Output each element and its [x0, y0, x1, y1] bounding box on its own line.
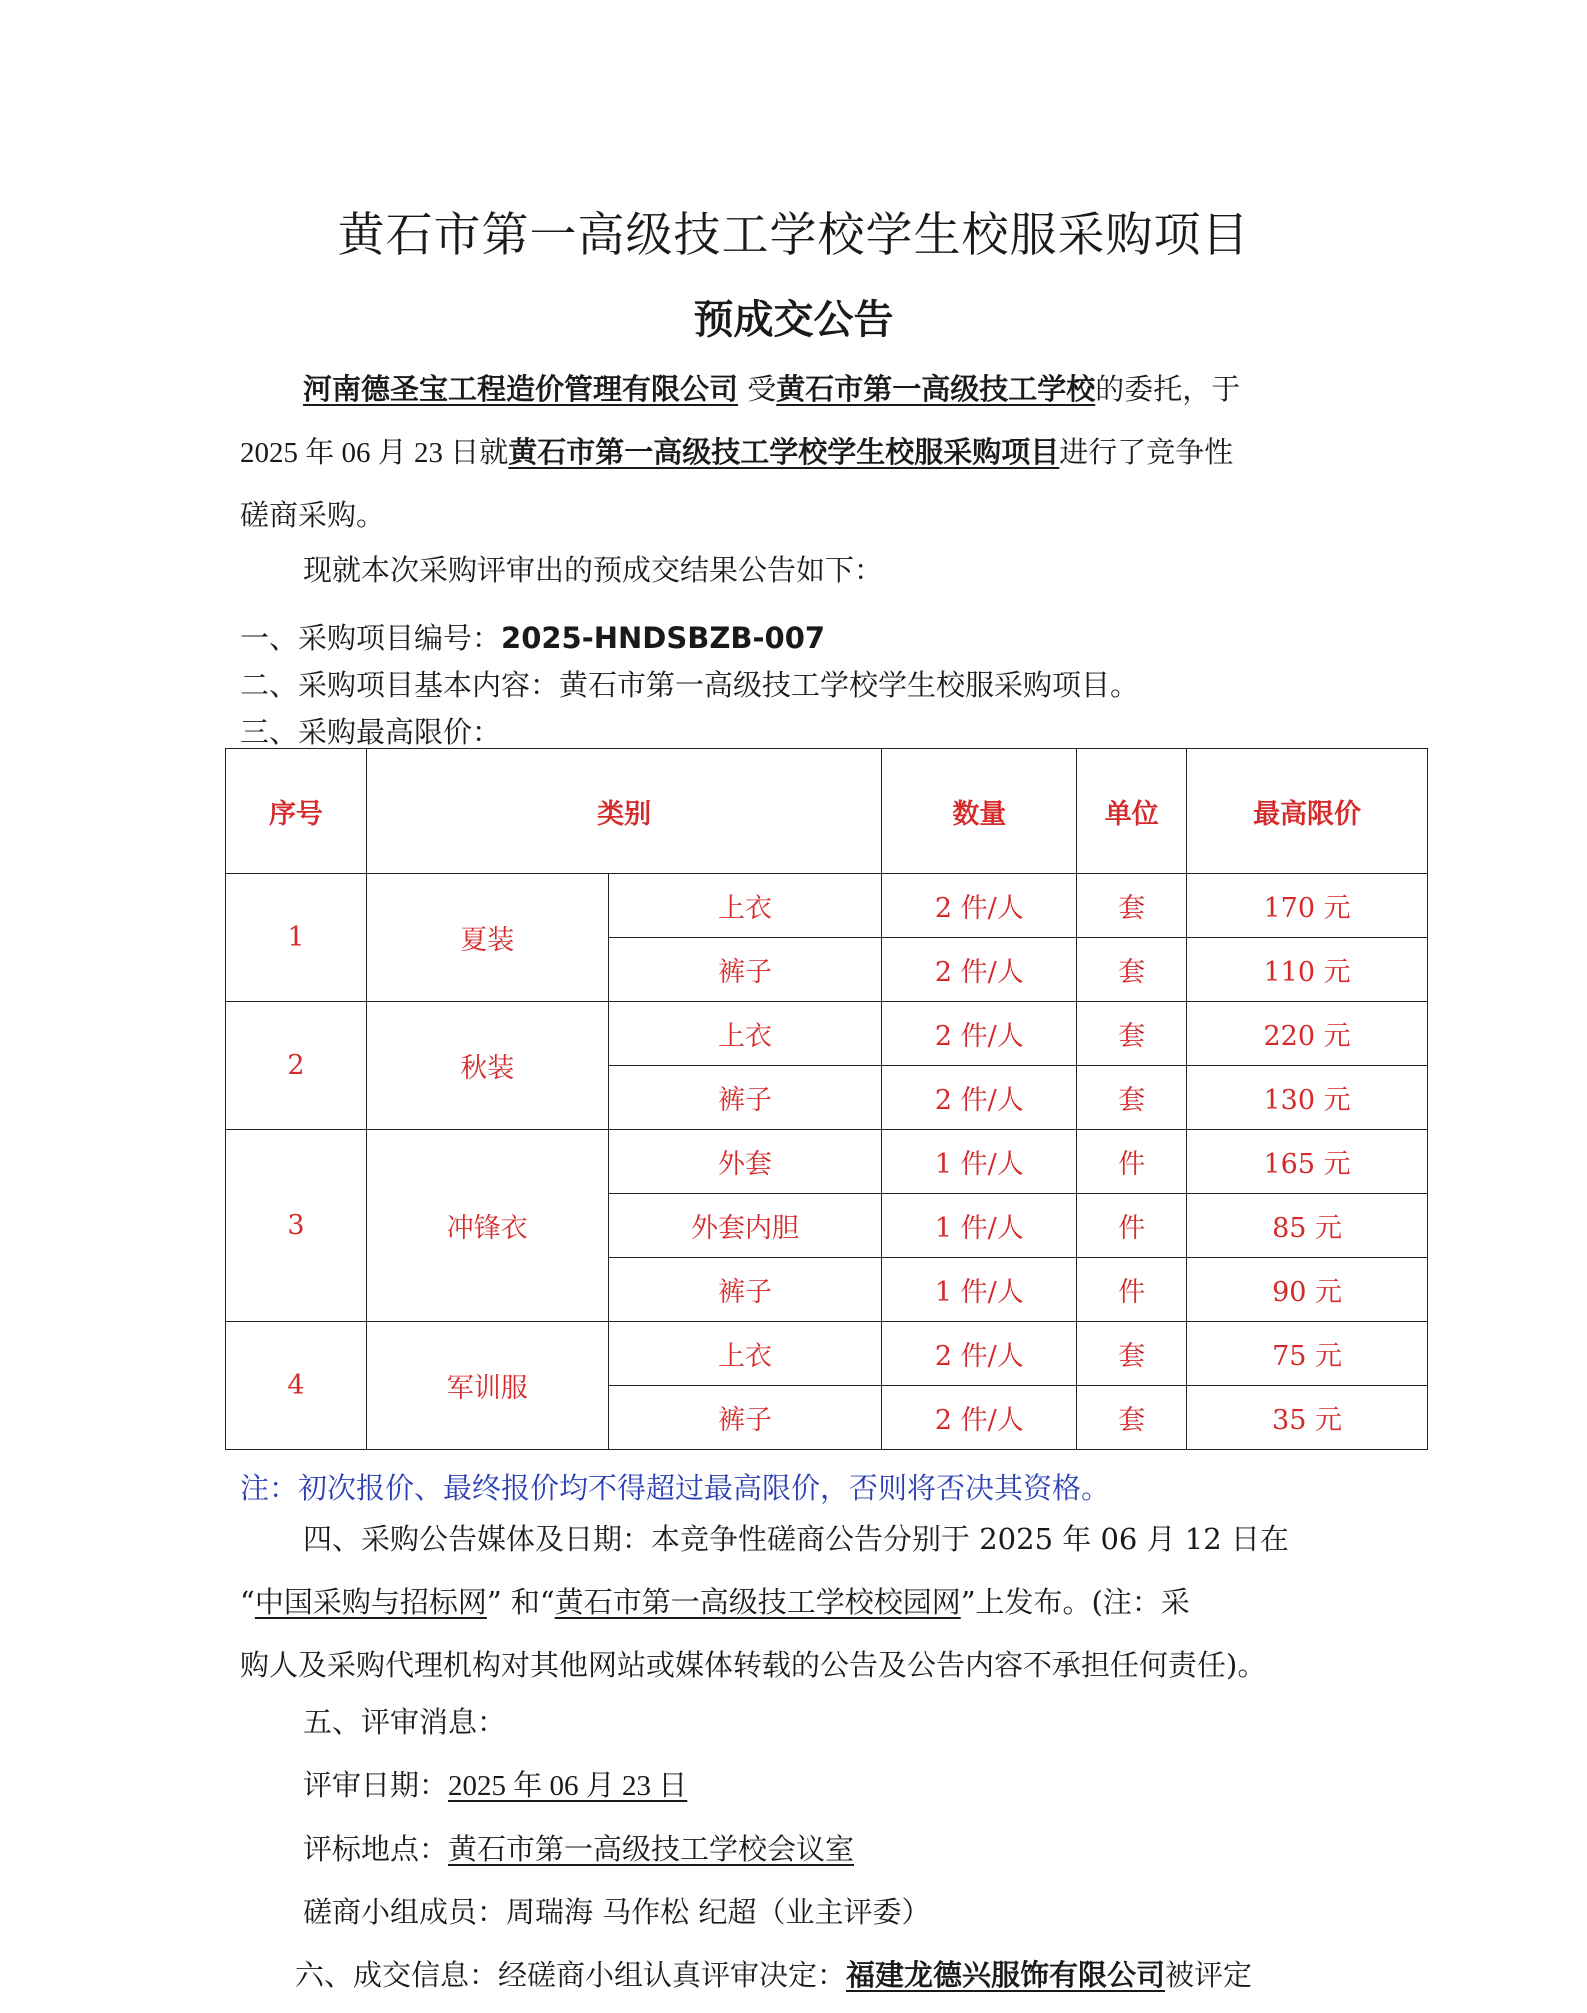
table-row — [226, 1002, 1428, 1066]
header-unit: 单位 — [1077, 749, 1187, 874]
media-site-2: 黄石市第一高级技工学校校园网 — [554, 1585, 961, 1619]
item-2: 二、采购项目基本内容：黄石市第一高级技工学校学生校服采购项目。 — [240, 668, 1140, 702]
header-category: 类别 — [366, 749, 882, 874]
document-title: 黄石市第一高级技工学校学生校服采购项目 — [337, 208, 1250, 263]
project-content: 黄石市第一高级技工学校学生校服采购项目。 — [559, 668, 1140, 702]
row-item: 外套 — [608, 1130, 882, 1194]
header-no: 序号 — [226, 749, 367, 874]
row-qty: 1 件/人 — [882, 1130, 1077, 1194]
project-code: 2025-HNDSBZB-007 — [501, 621, 826, 655]
item-5-label: 五、评审消息： — [303, 1705, 507, 1739]
purchaser-name: 黄石市第一高级技工学校 — [776, 372, 1096, 406]
row-unit: 件 — [1077, 1194, 1187, 1258]
row-unit: 套 — [1077, 1386, 1187, 1450]
item-4-line-3: 购人及采购代理机构对其他网站或媒体转载的公告及公告内容不承担任何责任)。 — [240, 1648, 1267, 1682]
review-place-value: 黄石市第一高级技工学校会议室 — [448, 1832, 855, 1866]
group-no: 1 — [226, 874, 367, 1002]
row-price: 85 元 — [1187, 1194, 1428, 1258]
intro-project: 黄石市第一高级技工学校学生校服采购项目 — [508, 435, 1060, 469]
row-price: 90 元 — [1187, 1258, 1428, 1322]
row-item: 裤子 — [608, 1258, 882, 1322]
group-category: 夏装 — [366, 874, 608, 1002]
group-category: 军训服 — [366, 1322, 608, 1450]
group-no: 2 — [226, 1002, 367, 1130]
row-qty: 2 件/人 — [882, 874, 1077, 938]
review-members-value: 周瑞海 马作松 纪超（业主评委） — [506, 1895, 931, 1929]
media-site-1: 中国采购与招标网 — [254, 1585, 487, 1619]
intro-date: 2025 年 06 月 23 日就 — [240, 437, 509, 469]
row-qty: 2 件/人 — [882, 1066, 1077, 1130]
row-item: 上衣 — [608, 1322, 882, 1386]
row-qty: 2 件/人 — [882, 938, 1077, 1002]
announce-line: 现就本次采购评审出的预成交结果公告如下： — [303, 553, 884, 587]
review-date: 评审日期：2025 年 06 月 23 日 — [303, 1768, 688, 1802]
row-qty: 2 件/人 — [882, 1322, 1077, 1386]
item-3: 三、采购最高限价： — [240, 715, 502, 749]
review-date-value: 2025 年 06 月 23 日 — [448, 1770, 688, 1802]
row-unit: 件 — [1077, 1130, 1187, 1194]
price-limit-table — [225, 748, 1428, 1450]
price-note: 注：初次报价、最终报价均不得超过最高限价，否则将否决其资格。 — [240, 1471, 1111, 1505]
row-unit: 套 — [1077, 1322, 1187, 1386]
intro-line-2: 2025 年 06 月 23 日就黄石市第一高级技工学校学生校服采购项目进行了竞争性 — [240, 435, 1234, 469]
table-row — [226, 874, 1428, 938]
intro-line-3: 磋商采购。 — [240, 498, 386, 532]
row-unit: 件 — [1077, 1258, 1187, 1322]
group-no: 3 — [226, 1130, 367, 1322]
row-qty: 2 件/人 — [882, 1386, 1077, 1450]
row-price: 75 元 — [1187, 1322, 1428, 1386]
item-4-line-2: “中国采购与招标网” 和“黄石市第一高级技工学校校园网”上发布。(注：采 — [240, 1585, 1190, 1619]
review-members: 磋商小组成员：周瑞海 马作松 纪超（业主评委） — [303, 1895, 931, 1929]
row-price: 35 元 — [1187, 1386, 1428, 1450]
row-unit: 套 — [1077, 874, 1187, 938]
row-qty: 1 件/人 — [882, 1258, 1077, 1322]
row-price: 220 元 — [1187, 1002, 1428, 1066]
item-4-line-1: 四、采购公告媒体及日期：本竞争性磋商公告分别于 2025 年 06 月 12 日在 — [303, 1522, 1289, 1556]
row-unit: 套 — [1077, 1066, 1187, 1130]
group-no: 4 — [226, 1322, 367, 1450]
item-6: 六、成交信息：经磋商小组认真评审决定：福建龙德兴服饰有限公司被评定 — [295, 1958, 1253, 1992]
winner-name: 福建龙德兴服饰有限公司 — [846, 1958, 1166, 1992]
row-item: 裤子 — [608, 1386, 882, 1450]
table-row — [226, 1322, 1428, 1386]
row-item: 裤子 — [608, 1066, 882, 1130]
header-price: 最高限价 — [1187, 749, 1428, 874]
table-row — [226, 1130, 1428, 1194]
item-1: 一、采购项目编号：2025-HNDSBZB-007 — [240, 621, 826, 655]
row-unit: 套 — [1077, 1002, 1187, 1066]
group-category: 秋装 — [366, 1002, 608, 1130]
row-unit: 套 — [1077, 938, 1187, 1002]
row-price: 110 元 — [1187, 938, 1428, 1002]
table-header-row — [226, 749, 1428, 874]
review-place: 评标地点：黄石市第一高级技工学校会议室 — [303, 1832, 855, 1866]
row-price: 165 元 — [1187, 1130, 1428, 1194]
row-qty: 2 件/人 — [882, 1002, 1077, 1066]
document-subtitle: 预成交公告 — [693, 297, 894, 343]
row-item: 裤子 — [608, 938, 882, 1002]
agency-name: 河南德圣宝工程造价管理有限公司 — [303, 372, 739, 406]
row-qty: 1 件/人 — [882, 1194, 1077, 1258]
row-price: 170 元 — [1187, 874, 1428, 938]
row-item: 上衣 — [608, 1002, 882, 1066]
group-category: 冲锋衣 — [366, 1130, 608, 1322]
row-item: 外套内胆 — [608, 1194, 882, 1258]
header-qty: 数量 — [882, 749, 1077, 874]
row-item: 上衣 — [608, 874, 882, 938]
row-price: 130 元 — [1187, 1066, 1428, 1130]
intro-line-1: 河南德圣宝工程造价管理有限公司 受黄石市第一高级技工学校的委托，于 — [303, 372, 1241, 406]
